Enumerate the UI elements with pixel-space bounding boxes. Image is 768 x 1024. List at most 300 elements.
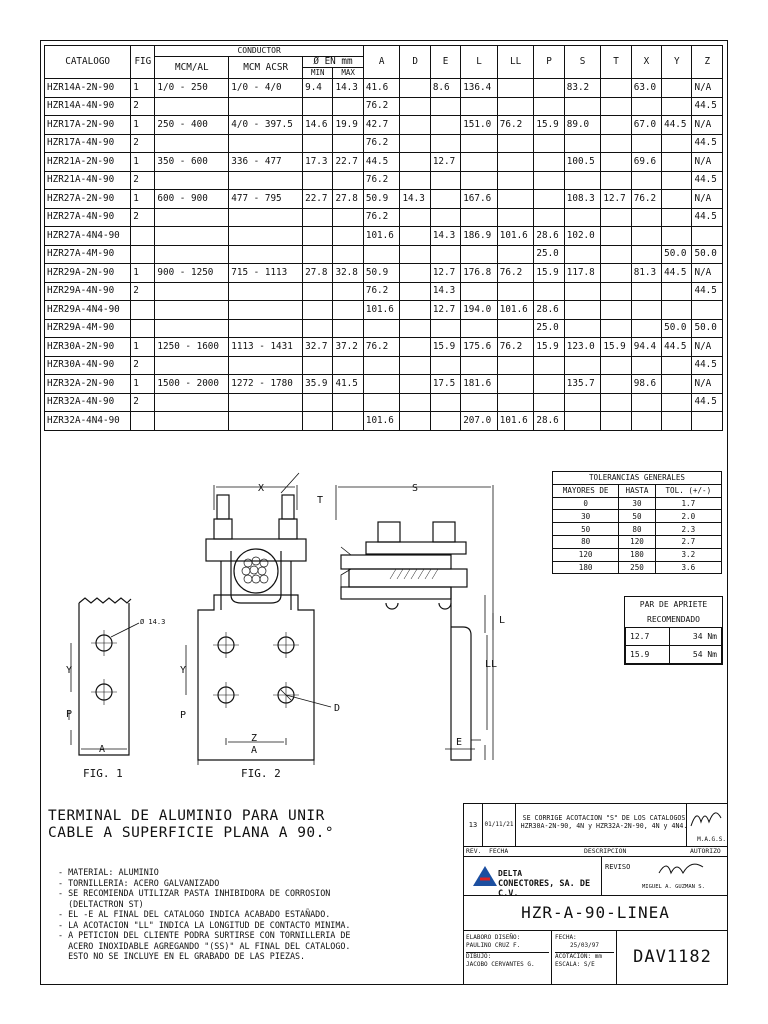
cell-min: 17.3 — [303, 153, 333, 172]
col-s: S — [564, 46, 601, 79]
cell-S — [564, 301, 601, 320]
cell-D — [400, 208, 430, 227]
cell-Y: 50.0 — [662, 245, 692, 264]
cell-Z: 44.5 — [692, 282, 723, 301]
dim-z-label: Z — [251, 733, 258, 744]
cell-Z: 44.5 — [692, 134, 723, 153]
cell-catalogo: HZR32A-4N4-90 — [45, 412, 131, 431]
company-box — [464, 857, 602, 899]
cell-mcm_acsr — [229, 208, 303, 227]
cell-Y — [662, 171, 692, 190]
cell-LL — [497, 319, 534, 338]
torque-cell: 54 Nm — [670, 646, 722, 664]
tolerance-cell: 50 — [619, 510, 655, 523]
table-row — [45, 319, 723, 338]
title-line-1: TERMINAL DE ALUMINIO PARA UNIR — [48, 808, 325, 824]
cell-fig: 2 — [131, 134, 155, 153]
cell-mcm_acsr — [229, 134, 303, 153]
cell-Z: N/A — [692, 264, 723, 283]
cell-A: 76.2 — [363, 282, 400, 301]
cell-Y — [662, 301, 692, 320]
dim-y-label-fig1: Y — [66, 665, 73, 676]
dim-ll-label: LL — [485, 659, 498, 670]
cell-A: 76.2 — [363, 97, 400, 116]
torque-title-2: RECOMENDADO — [647, 615, 700, 624]
cell-T — [601, 79, 631, 98]
tolerance-cell: 50 — [553, 523, 619, 536]
cell-D — [400, 79, 430, 98]
cell-D — [400, 319, 430, 338]
cell-Z: N/A — [692, 79, 723, 98]
cell-catalogo: HZR29A-4M-90 — [45, 319, 131, 338]
cell-E — [430, 393, 460, 412]
torque-title-1: PAR DE APRIETE — [639, 600, 708, 609]
cell-mcm_acsr — [229, 227, 303, 246]
rev-date: 01/11/21 — [483, 804, 516, 846]
cell-max — [333, 97, 363, 116]
cell-T: 15.9 — [601, 338, 631, 357]
cell-S — [564, 412, 601, 431]
cell-L: 207.0 — [461, 412, 498, 431]
tolerance-row — [553, 510, 722, 523]
company-name-1: DELTA — [498, 869, 523, 878]
cell-S — [564, 245, 601, 264]
cell-P: 25.0 — [534, 245, 564, 264]
cell-Z: N/A — [692, 375, 723, 394]
cell-fig: 1 — [131, 375, 155, 394]
cell-E — [430, 97, 460, 116]
table-row — [45, 153, 723, 172]
cell-Y — [662, 412, 692, 431]
cell-LL: 101.6 — [497, 412, 534, 431]
cell-D — [400, 356, 430, 375]
cell-max: 27.8 — [333, 190, 363, 209]
cell-L — [461, 171, 498, 190]
cell-L: 151.0 — [461, 116, 498, 135]
cell-D — [400, 153, 430, 172]
title-block — [463, 803, 728, 985]
cell-L: 186.9 — [461, 227, 498, 246]
cell-L — [461, 319, 498, 338]
cell-min — [303, 319, 333, 338]
cell-mcm_acsr — [229, 319, 303, 338]
cell-A — [363, 356, 400, 375]
cell-max: 32.8 — [333, 264, 363, 283]
cell-catalogo: HZR30A-4N-90 — [45, 356, 131, 375]
col-fig: FIG — [131, 46, 155, 79]
tolerance-cell: 180 — [619, 548, 655, 561]
dim-diam-label: Ø 14.3 — [140, 618, 166, 626]
cell-T — [601, 208, 631, 227]
dim-t-label: T — [317, 495, 324, 506]
cell-T — [601, 245, 631, 264]
cell-Y — [662, 153, 692, 172]
cell-S: 108.3 — [564, 190, 601, 209]
cell-LL: 101.6 — [497, 301, 534, 320]
fecha-label: FECHA: — [555, 934, 577, 941]
dim-l-label: L — [499, 615, 506, 626]
dibujo-name: JACOBO CERVANTES G. — [466, 961, 535, 968]
cell-X — [631, 356, 661, 375]
cell-E — [430, 412, 460, 431]
cell-mcm_acsr: 1113 - 1431 — [229, 338, 303, 357]
cell-fig: 1 — [131, 79, 155, 98]
fig2-drawing — [186, 473, 331, 765]
cell-catalogo: HZR29A-4N4-90 — [45, 301, 131, 320]
cell-L — [461, 134, 498, 153]
col-conductor: CONDUCTOR — [155, 46, 363, 57]
cell-mcm_al: 350 - 600 — [155, 153, 229, 172]
torque-cell: 15.9 — [626, 646, 670, 664]
note-item: - MATERIAL: ALUMINIO — [58, 867, 159, 877]
fig1-drawing — [69, 598, 139, 755]
tolerance-cell: 80 — [553, 535, 619, 548]
company-name-2: CONECTORES, SA. DE C.V. — [498, 879, 591, 899]
col-ll: LL — [497, 46, 534, 79]
cell-catalogo: HZR17A-4N-90 — [45, 134, 131, 153]
tolerance-cell: 3.6 — [655, 561, 721, 574]
cell-min: 27.8 — [303, 264, 333, 283]
cell-T — [601, 264, 631, 283]
table-row — [45, 393, 723, 412]
cell-T — [601, 134, 631, 153]
cell-A: 76.2 — [363, 134, 400, 153]
col-y: Y — [662, 46, 692, 79]
cell-LL — [497, 393, 534, 412]
cell-D — [400, 134, 430, 153]
cell-X — [631, 208, 661, 227]
cell-A — [363, 245, 400, 264]
cell-catalogo: HZR17A-2N-90 — [45, 116, 131, 135]
tolerance-cell: 2.3 — [655, 523, 721, 536]
cell-max — [333, 134, 363, 153]
cell-mcm_acsr: 1/0 - 4/0 — [229, 79, 303, 98]
cell-max — [333, 319, 363, 338]
cell-E: 15.9 — [430, 338, 460, 357]
cell-Y — [662, 79, 692, 98]
cell-max: 37.2 — [333, 338, 363, 357]
cell-Z: 44.5 — [692, 356, 723, 375]
col-z: Z — [692, 46, 723, 79]
tolerance-title: TOLERANCIAS GENERALES — [553, 472, 722, 485]
cell-mcm_al — [155, 227, 229, 246]
doc-number: DAV1182 — [633, 947, 712, 967]
tolerance-cell: 120 — [553, 548, 619, 561]
revision-row — [464, 804, 727, 847]
rev-number: 13 — [464, 804, 483, 846]
cell-Z: 50.0 — [692, 319, 723, 338]
cell-D — [400, 301, 430, 320]
cell-X — [631, 97, 661, 116]
h-aut: AUTORIZO — [690, 847, 721, 855]
tolerance-cell: 250 — [619, 561, 655, 574]
tol-head-tol: TOL. (+/-) — [655, 484, 721, 497]
cell-S — [564, 171, 601, 190]
cell-mcm_al — [155, 134, 229, 153]
cell-S — [564, 356, 601, 375]
cell-D — [400, 412, 430, 431]
dim-s-label: S — [412, 483, 419, 494]
cell-LL — [497, 171, 534, 190]
cell-fig — [131, 227, 155, 246]
cell-mcm_al — [155, 301, 229, 320]
cell-mcm_al — [155, 208, 229, 227]
cell-Z — [692, 412, 723, 431]
torque-row — [626, 646, 722, 664]
cell-E — [430, 245, 460, 264]
cell-fig: 2 — [131, 356, 155, 375]
cell-T — [601, 282, 631, 301]
cell-S: 89.0 — [564, 116, 601, 135]
table-row — [45, 171, 723, 190]
cell-catalogo: HZR32A-2N-90 — [45, 375, 131, 394]
cell-min: 35.9 — [303, 375, 333, 394]
note-item: - SE RECOMIENDA UTILIZAR PASTA INHIBIDORA DE CORROSION (DELTACTRON ST) — [58, 888, 331, 909]
cell-A: 101.6 — [363, 227, 400, 246]
cell-max — [333, 245, 363, 264]
cell-LL — [497, 153, 534, 172]
cell-Y — [662, 282, 692, 301]
tolerance-row — [553, 548, 722, 561]
col-p: P — [534, 46, 564, 79]
cell-LL — [497, 208, 534, 227]
cell-T: 12.7 — [601, 190, 631, 209]
cell-E — [430, 208, 460, 227]
cell-mcm_al: 600 - 900 — [155, 190, 229, 209]
cell-P — [534, 97, 564, 116]
cell-P — [534, 171, 564, 190]
table-row — [45, 412, 723, 431]
tolerance-cell: 30 — [619, 497, 655, 510]
cell-max: 22.7 — [333, 153, 363, 172]
cell-D — [400, 227, 430, 246]
cell-mcm_acsr: 1272 - 1780 — [229, 375, 303, 394]
cell-Z: N/A — [692, 338, 723, 357]
cell-E — [430, 134, 460, 153]
cell-fig: 1 — [131, 264, 155, 283]
cell-S — [564, 282, 601, 301]
cell-A: 101.6 — [363, 301, 400, 320]
cell-mcm_acsr — [229, 97, 303, 116]
cell-A: 76.2 — [363, 208, 400, 227]
cell-catalogo: HZR27A-4N4-90 — [45, 227, 131, 246]
tolerance-cell: 2.0 — [655, 510, 721, 523]
cell-S: 123.0 — [564, 338, 601, 357]
cell-catalogo: HZR32A-4N-90 — [45, 393, 131, 412]
cell-max: 41.5 — [333, 375, 363, 394]
torque-cell: 12.7 — [626, 628, 670, 646]
cell-X: 81.3 — [631, 264, 661, 283]
cell-T — [601, 375, 631, 394]
cell-S: 100.5 — [564, 153, 601, 172]
cell-D — [400, 393, 430, 412]
col-mcm-acsr: MCM ACSR — [229, 57, 303, 79]
rev-authorized — [686, 804, 728, 846]
cell-S — [564, 208, 601, 227]
rev-description: SE CORRIGE ACOTACION "S" DE LOS CATALOGOS HZR30A-2N-90, 4N y HZR32A-2N-90, 4N y 4N4. — [520, 814, 688, 830]
cell-X — [631, 412, 661, 431]
cell-L — [461, 356, 498, 375]
cell-X — [631, 319, 661, 338]
cell-max — [333, 171, 363, 190]
cell-D — [400, 97, 430, 116]
cell-T — [601, 319, 631, 338]
cell-mcm_acsr: 4/0 - 397.5 — [229, 116, 303, 135]
cell-mcm_al: 1250 - 1600 — [155, 338, 229, 357]
cell-L — [461, 393, 498, 412]
cell-LL: 76.2 — [497, 338, 534, 357]
cell-X: 69.6 — [631, 153, 661, 172]
reviso-label: REVISO — [605, 863, 631, 871]
cell-catalogo: HZR14A-4N-90 — [45, 97, 131, 116]
cell-mcm_acsr — [229, 171, 303, 190]
cell-T — [601, 171, 631, 190]
table-row — [45, 264, 723, 283]
cell-T — [601, 412, 631, 431]
h-rev: REV. — [466, 847, 482, 855]
cell-X: 98.6 — [631, 375, 661, 394]
cell-L: 194.0 — [461, 301, 498, 320]
cell-S: 135.7 — [564, 375, 601, 394]
cell-LL — [497, 134, 534, 153]
note-item: - EL -E AL FINAL DEL CATALOGO INDICA ACABADO ESTAÑADO. — [58, 909, 331, 919]
col-mcm-al: MCM/AL — [155, 57, 229, 79]
cell-L: 181.6 — [461, 375, 498, 394]
cell-LL — [497, 97, 534, 116]
cell-fig: 1 — [131, 190, 155, 209]
cell-min — [303, 412, 333, 431]
cell-S: 83.2 — [564, 79, 601, 98]
torque-box — [624, 596, 723, 665]
cell-mcm_acsr: 336 - 477 — [229, 153, 303, 172]
cell-min — [303, 245, 333, 264]
cell-D — [400, 264, 430, 283]
cell-max: 19.9 — [333, 116, 363, 135]
cell-Y — [662, 97, 692, 116]
cell-P — [534, 282, 564, 301]
cell-Y — [662, 393, 692, 412]
cell-fig: 1 — [131, 153, 155, 172]
cell-fig — [131, 412, 155, 431]
dim-a-label-fig2: A — [251, 745, 258, 756]
cell-fig: 2 — [131, 208, 155, 227]
cell-catalogo: HZR29A-4N-90 — [45, 282, 131, 301]
cell-LL — [497, 375, 534, 394]
cell-T — [601, 356, 631, 375]
cell-max — [333, 227, 363, 246]
cell-mcm_acsr: 477 - 795 — [229, 190, 303, 209]
cell-X — [631, 301, 661, 320]
table-row — [45, 356, 723, 375]
cell-fig: 2 — [131, 393, 155, 412]
dibujo-label: DIBUJO: — [466, 952, 549, 961]
tolerance-row — [553, 535, 722, 548]
cell-Z — [692, 301, 723, 320]
cell-mcm_acsr — [229, 356, 303, 375]
cell-catalogo: HZR21A-4N-90 — [45, 171, 131, 190]
cell-LL: 101.6 — [497, 227, 534, 246]
cell-Z: N/A — [692, 190, 723, 209]
cell-E — [430, 356, 460, 375]
cell-mcm_acsr — [229, 412, 303, 431]
cell-L: 175.6 — [461, 338, 498, 357]
cell-catalogo: HZR27A-4N-90 — [45, 208, 131, 227]
cell-P: 28.6 — [534, 301, 564, 320]
col-catalogo: CATALOGO — [45, 46, 131, 79]
cell-A: 76.2 — [363, 338, 400, 357]
fecha-box — [553, 931, 617, 984]
dim-p-label-fig2: P — [180, 710, 187, 721]
cell-X: 67.0 — [631, 116, 661, 135]
cell-catalogo: HZR29A-2N-90 — [45, 264, 131, 283]
cell-min — [303, 227, 333, 246]
tolerance-cell: 120 — [619, 535, 655, 548]
cell-P — [534, 134, 564, 153]
cell-D — [400, 282, 430, 301]
h-fecha: FECHA — [489, 847, 509, 855]
table-row — [45, 282, 723, 301]
note-item: - TORNILLERIA: ACERO GALVANIZADO — [58, 877, 220, 888]
tolerance-cell: 30 — [553, 510, 619, 523]
cell-E: 8.6 — [430, 79, 460, 98]
cell-T — [601, 97, 631, 116]
cell-E — [430, 190, 460, 209]
col-t: T — [601, 46, 631, 79]
cell-T — [601, 393, 631, 412]
col-x: X — [631, 46, 661, 79]
cell-D — [400, 375, 430, 394]
escala-label: ESCALA: S/E — [555, 961, 595, 968]
cell-max — [333, 208, 363, 227]
cell-LL: 76.2 — [497, 116, 534, 135]
cell-Y — [662, 134, 692, 153]
tolerance-cell: 0 — [553, 497, 619, 510]
cell-Z: 50.0 — [692, 245, 723, 264]
cell-A: 42.7 — [363, 116, 400, 135]
cell-E: 12.7 — [430, 153, 460, 172]
cell-fig: 2 — [131, 171, 155, 190]
col-max: MAX — [333, 68, 363, 79]
cell-S: 102.0 — [564, 227, 601, 246]
cell-LL — [497, 245, 534, 264]
tolerance-cell: 1.7 — [655, 497, 721, 510]
cell-mcm_acsr — [229, 393, 303, 412]
cell-D — [400, 338, 430, 357]
cell-S: 117.8 — [564, 264, 601, 283]
cell-S — [564, 97, 601, 116]
cell-S — [564, 134, 601, 153]
table-row — [45, 116, 723, 135]
torque-row — [626, 628, 722, 646]
tolerance-row — [553, 497, 722, 510]
table-row — [45, 134, 723, 153]
cell-min: 32.7 — [303, 338, 333, 357]
cell-min: 14.6 — [303, 116, 333, 135]
cell-Z: 44.5 — [692, 393, 723, 412]
cell-Y: 44.5 — [662, 116, 692, 135]
cell-L — [461, 153, 498, 172]
cell-mcm_al: 1500 - 2000 — [155, 375, 229, 394]
cell-max — [333, 301, 363, 320]
cell-E: 17.5 — [430, 375, 460, 394]
cell-fig: 1 — [131, 116, 155, 135]
table-row — [45, 338, 723, 357]
fecha-value: 25/03/97 — [570, 942, 599, 949]
cell-catalogo: HZR21A-2N-90 — [45, 153, 131, 172]
drawing-title — [48, 808, 334, 842]
cell-L — [461, 282, 498, 301]
cell-P — [534, 190, 564, 209]
